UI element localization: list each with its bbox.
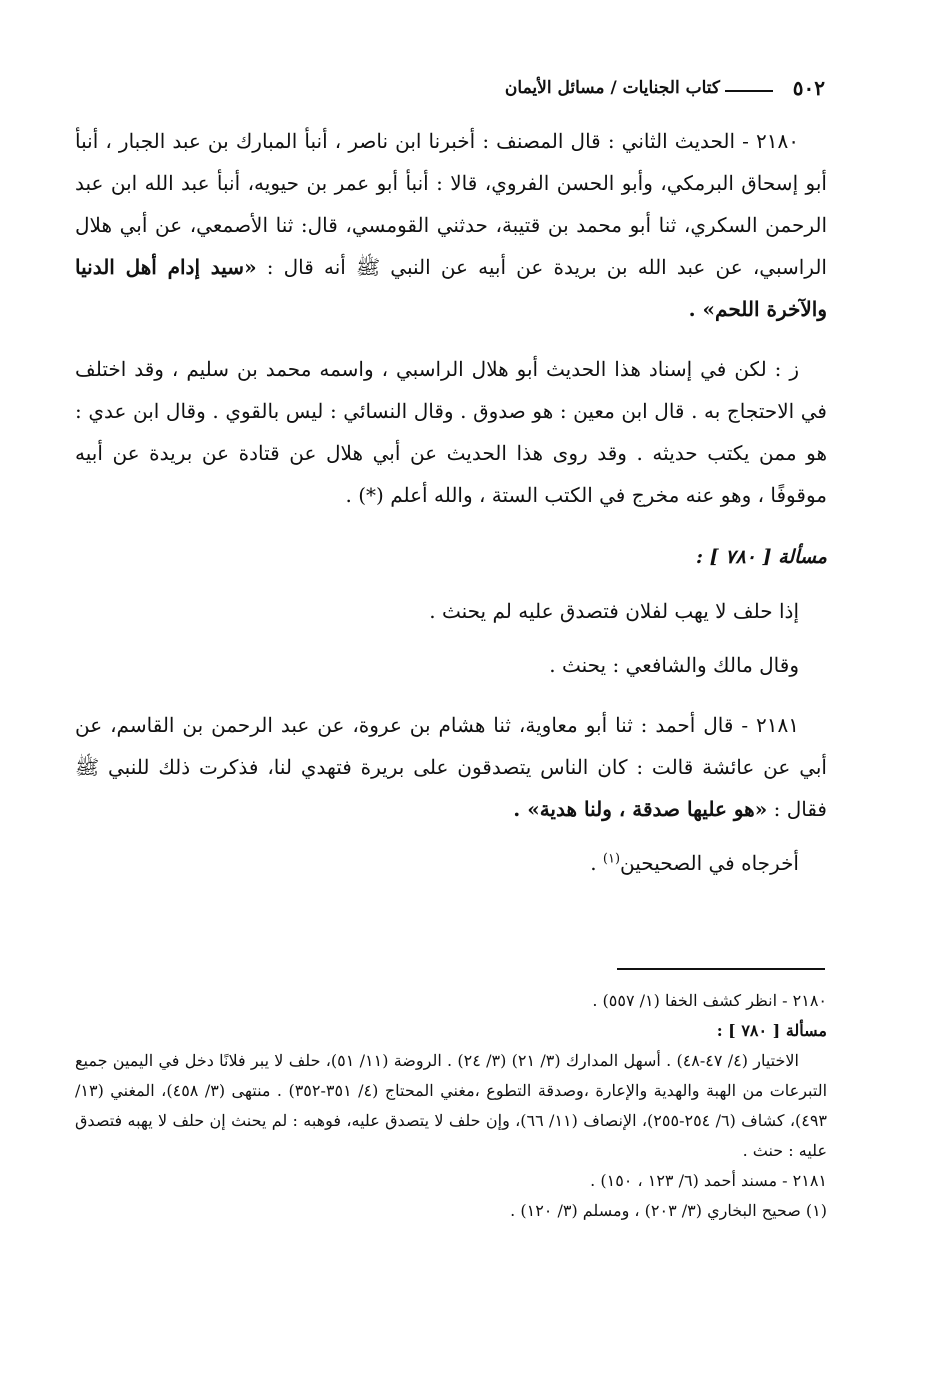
footnote-1: (١) صحيح البخاري (٣/ ٢٠٣) ، ومسلم (٣/ ١٢٠) . xyxy=(510,1201,827,1220)
takhrij-text: أخرجاه في الصحيحين xyxy=(620,851,799,875)
hadith-2180-quote: «سيد إدام أهل الدنيا والآخرة اللحم» . xyxy=(75,255,827,321)
footnote-2181: ٢١٨١ - مسند أحمد (٦/ ١٢٣ ، ١٥٠) . xyxy=(590,1171,827,1190)
footnote-2180: ٢١٨٠ - انظر كشف الخفا (١/ ٥٥٧) . xyxy=(592,991,827,1010)
hadith-2181 xyxy=(75,704,827,830)
takhrij-line xyxy=(75,842,827,884)
masala-heading: مسألة [ ٧٨٠ ] : xyxy=(696,546,827,568)
masala-ruling: إذا حلف لا يهب لفلان فتصدق عليه لم يحنث . xyxy=(429,599,799,623)
footnote-masala-text: الاختيار (٤/ ٤٧-٤٨) . أسهل المدارك (٣/ ٢١) (٣/ ٢٤) . الروضة (١١/ ٥١)، حلف لا يبر فلانًا دخل في اليمين جميع التبرعات من الهبة والهدية والإعارة ،وصدقة التطوع ،مغني المحتاج (٤/ ٣٥١-٣٥٢) . منتهى (٣/ ٤٥٨)، المغني (١٣/ ٤٩٣)، كشاف (٦/ ٢٥٤-٢٥٥)، الإنصاف (١١/ ٦٦)، وإن حلف لا يتصدق عليه، فوهبه : لم يحنث إن حلف لا يهبه فتصدق عليه : حنث . xyxy=(75,1051,828,1160)
hadith-2181-quote: «هو عليها صدقة ، ولنا هدية» . xyxy=(513,797,768,821)
hadith-2180 xyxy=(75,120,827,330)
masala-opinion: وقال مالك والشافعي : يحنث . xyxy=(549,653,799,677)
footnote-masala-heading: مسألة [ ٧٨٠ ] : xyxy=(716,1021,827,1040)
hadith-2180-text: ٢١٨٠ - الحديث الثاني : قال المصنف : أخبرنا ابن ناصر ، أنبأ المبارك بن عبد الجبار ، أنبأ أبو إسحاق البرمكي، وأبو الحسن الفروي، قالا : أنبأ أبو عمر بن حيويه، أنبأ عبد الله ابن عبد الرحمن السكري، ثنا أبو محمد بن قتيبة، حدثني القومسي، قال: ثنا الأصمعي، عن أبي هلال الراسبي، عن عبد الله بن بريدة عن أبيه عن النبي ﷺ أنه قال : xyxy=(75,129,827,279)
footnotes xyxy=(75,986,827,1226)
running-title: كتاب الجنايات / مسائل الأيمان xyxy=(504,78,720,98)
header-rule xyxy=(725,90,773,92)
takhrij-end: . xyxy=(590,851,603,875)
comment-z: ز : لكن في إسناد هذا الحديث أبو هلال الراسبي ، واسمه محمد بن سليم ، وقد اختلف في الاحتجاج به . قال ابن معين : هو صدوق . وقال النسائي : ليس بالقوي . وقال ابن عدي : هو ممن يكتب حديثه . وقد روى هذا الحديث عن أبي هلال عن قتادة عن بريدة عن أبيه موقوفًا ، وهو عنه مخرج في الكتب الستة ، والله أعلم (*) . xyxy=(75,357,827,507)
page-header xyxy=(80,70,825,110)
footnote-separator xyxy=(617,968,825,970)
page-number: ٥٠٢ xyxy=(792,76,825,100)
footnote-marker: (١) xyxy=(602,851,621,867)
main-text xyxy=(75,120,827,884)
hadith-2181-text: ٢١٨١ - قال أحمد : ثنا أبو معاوية، ثنا هشام بن عروة، عن عبد الرحمن بن القاسم، عن أبي عن عائشة قالت : كان الناس يتصدقون على بريرة فتهدي لنا، فذكرت ذلك للنبي ﷺ فقال : xyxy=(75,713,827,821)
